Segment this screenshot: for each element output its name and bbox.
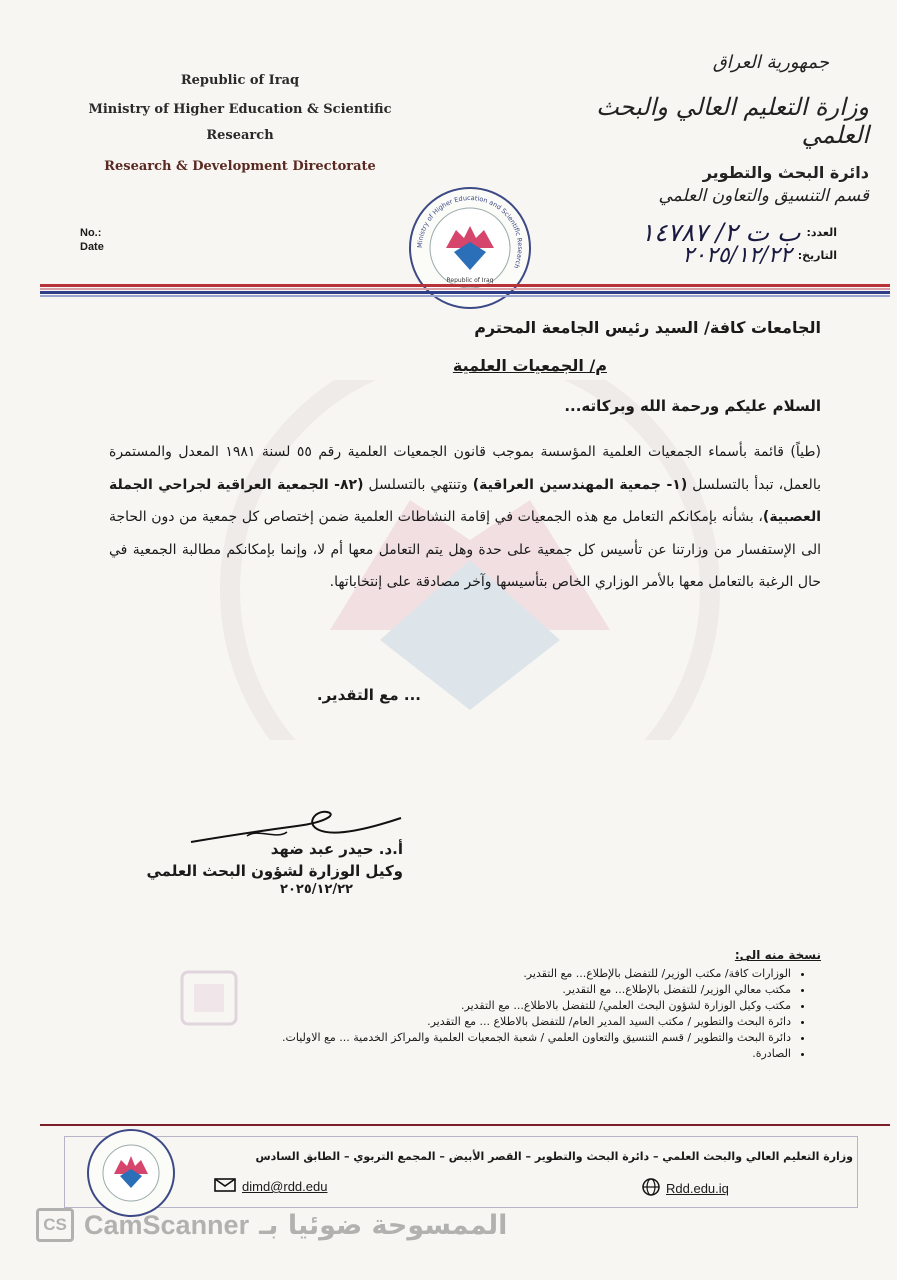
globe-icon xyxy=(642,1178,660,1199)
paragraph-part-1: (طياً) قائمة بأسماء الجمعيات العلمية المؤسسة بموجب قانون الجمعيات العلمية رقم ٥٥ لسنة ١٩٨١ المعدل والمستمرة بالعمل، تبدأ بالتسلسل xyxy=(109,444,821,493)
regards: ... مع التقدير. xyxy=(316,686,421,704)
signer-name: أ.د. حيدر عبد ضهد xyxy=(270,840,403,858)
list-item: • الوزارات كافة/ مكتب الوزير/ للتفضل بالإطلاع... مع التقدير. xyxy=(181,966,791,982)
header-directorate-en: Research & Development Directorate xyxy=(104,159,376,174)
paragraph-part-2: وتنتهي بالتسلسل xyxy=(363,476,473,493)
date-label-ar: التاريخ: xyxy=(797,249,837,262)
document-number: ب ت ٢/ ١٤٧٨٧ xyxy=(640,218,801,247)
camscanner-arabic: الممسوحة ضوئيا بـ xyxy=(259,1209,508,1241)
camscanner-watermark xyxy=(36,1208,507,1242)
camscanner-name: CamScanner xyxy=(84,1209,250,1240)
paragraph-bold-1: (١- جمعية المهندسين العراقية) xyxy=(472,476,688,493)
footer-email[interactable] xyxy=(214,1178,327,1195)
arabic-header xyxy=(569,52,869,206)
footer-divider xyxy=(40,1124,890,1126)
header-ministry-ar: وزارة التعليم العالي والبحث العلمي xyxy=(596,93,869,149)
seal-ring-text: Ministry of Higher Education and Scientific Research xyxy=(415,193,525,270)
camscanner-logo-icon: CS xyxy=(36,1208,74,1242)
header-stripe xyxy=(40,284,890,298)
header-section-ar: قسم التنسيق والتعاون العلمي xyxy=(658,186,869,206)
header-republic-ar: جمهورية العراق xyxy=(712,52,829,73)
footer-box xyxy=(64,1136,858,1208)
footer-website[interactable] xyxy=(642,1178,729,1199)
number-label-en: No.: xyxy=(80,227,102,239)
list-item: • دائرة البحث والتطوير / مكتب السيد المدير العام/ للتفضل بالاطلاع ... مع التقدير. xyxy=(181,1014,791,1030)
seal-text: Republic of Iraq xyxy=(446,277,494,284)
meta-english xyxy=(80,226,104,254)
greeting: السلام عليكم ورحمة الله وبركاته... xyxy=(564,397,821,415)
header-ministry-en: Ministry of Higher Education & Scientific xyxy=(88,102,392,117)
copies-section xyxy=(181,948,821,1062)
website-link[interactable]: Rdd.edu.iq xyxy=(666,1181,729,1196)
header-republic-en: Republic of Iraq xyxy=(180,73,300,88)
list-item: • مكتب معالي الوزير/ للتفضل بالإطلاع... مع التقدير. xyxy=(181,982,791,998)
header-department-ar: دائرة البحث والتطوير xyxy=(702,163,869,182)
signature-block xyxy=(146,840,403,897)
paragraph-part-3: ، بشأنه بإمكانكم التعامل مع هذه الجمعيات في إقامة النشاطات العلمية ضمن إختصاص كل جمعية من دون الحاجة الى الإستفسار من وزارتنا عن تأسيس كل جمعية على حدة وهل يتم التعامل معها أم لا، وإنما بإمكانكم مطالبة الجمعية في حال الرغبة بالتعامل معها بالأمر الوزاري الخاص بتأسيسها وآخر مصادقة على إنتخاباتها. xyxy=(109,509,821,590)
email-link[interactable]: dimd@rdd.edu xyxy=(242,1179,328,1194)
list-item: • مكتب وكيل الوزارة لشؤون البحث العلمي/ للتفضل بالاطلاع... مع التقدير. xyxy=(181,998,791,1014)
date-label-en: Date xyxy=(80,241,104,253)
subject-line: م/ الجمعيات العلمية xyxy=(452,356,607,375)
list-item: • دائرة البحث والتطوير / قسم التنسيق والتعاون العلمي / شعبة الجمعيات العلمية والمراكز الخدمية ... مع الاوليات. xyxy=(181,1030,791,1046)
header-ministry-en-2: Research xyxy=(206,128,274,143)
number-label-ar: العدد: xyxy=(806,226,837,239)
addressee: الجامعات كافة/ السيد رئيس الجامعة المحترم xyxy=(474,318,821,337)
footer-address: وزارة التعليم العالي والبحث العلمي – دائرة البحث والتطوير – القصر الأبيض – المجمع التربوي – الطابق السادس xyxy=(255,1150,853,1163)
meta-arabic xyxy=(641,218,837,268)
copies-list xyxy=(181,966,821,1062)
envelope-icon xyxy=(214,1178,236,1195)
list-item: • الصادرة. xyxy=(181,1046,791,1062)
document-date: ٢٠٢٥/١٢/٢٢ xyxy=(682,243,792,268)
letter-body-paragraph xyxy=(109,436,821,599)
paragraph-bold-2: (٨٢- الجمعية العراقية لجراحي الجملة العصبية) xyxy=(109,476,821,525)
signer-title: وكيل الوزارة لشؤون البحث العلمي xyxy=(146,862,403,880)
copies-heading: نسخة منه الى: xyxy=(734,948,821,962)
english-header xyxy=(60,66,420,182)
footer-seal xyxy=(86,1128,176,1218)
sign-date: ٢٠٢٥/١٢/٢٢ xyxy=(280,882,353,897)
